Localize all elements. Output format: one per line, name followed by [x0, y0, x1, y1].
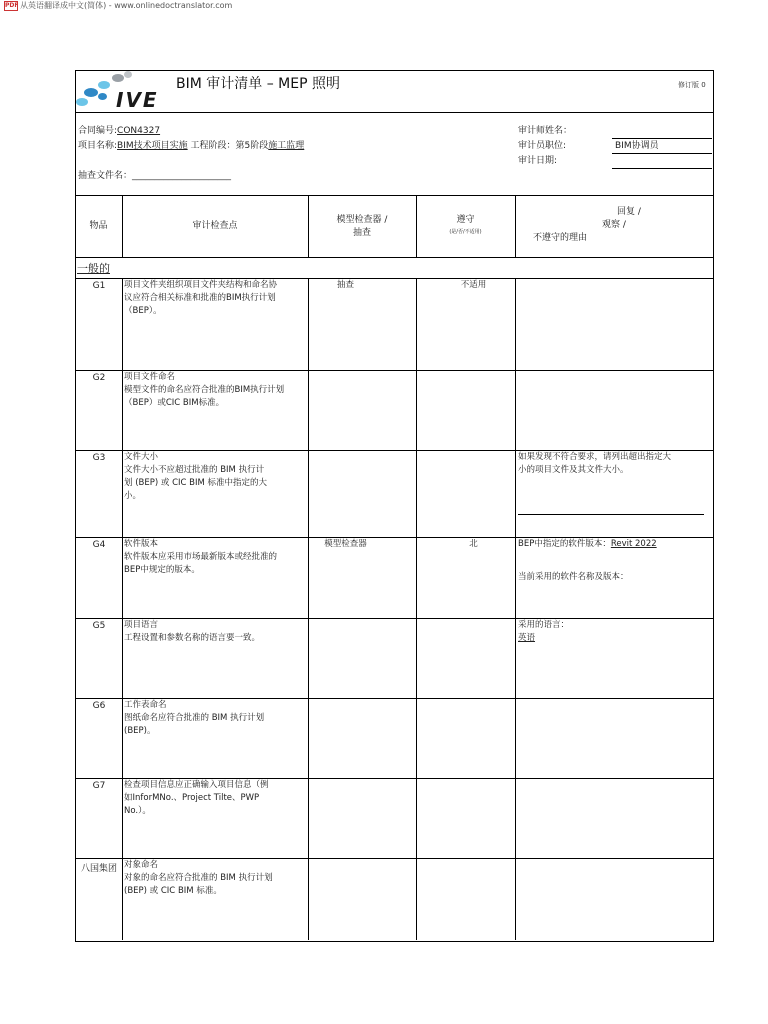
item-code: G6: [92, 701, 106, 711]
remark-cell: 采用的语言： 英语: [518, 620, 570, 643]
remark-cell: 如果发现不符合要求，请列出超出指定大 小的项目文件及其文件大小。: [518, 452, 672, 475]
item-code: 八国集团: [80, 864, 117, 874]
checker-cell: 模型检查器: [324, 539, 367, 549]
checkpoint-description: 项目文件夹组织项目文件夹结构和命名协 议应符合相关标准和批准的BIM执行计划 （BEP）。: [124, 280, 278, 316]
item-code: G7: [92, 781, 106, 791]
revision-label: 修订版 0: [678, 81, 706, 89]
header-reply: 回复 / 观察 / 不遵守的理由: [533, 207, 641, 243]
document-title: BIM 审计清单 – MEP 照明: [176, 76, 340, 92]
checkpoint-description: 软件版本 软件版本应采用市场最新版本或经批准的 BEP中规定的版本。: [124, 539, 278, 575]
item-code: G1: [92, 281, 106, 291]
audit-date-label: 审计日期:: [518, 156, 558, 166]
item-code: G5: [92, 621, 106, 631]
item-code: G4: [92, 540, 106, 550]
checkpoint-description: 项目文件命名 模型文件的命名应符合批准的BIM执行计划 （BEP）或CIC BIM标准。: [124, 372, 285, 408]
item-code: G2: [92, 373, 106, 383]
compliance-cell: 不适用: [460, 280, 487, 290]
item-code: G3: [92, 453, 106, 463]
header-checker: 模型检查器 / 抽查: [336, 215, 388, 238]
remark-blank-line: [518, 514, 704, 515]
compliance-cell: 北: [469, 539, 478, 549]
checkpoint-description: 项目语言 工程设置和参数名称的语言要一致。: [124, 620, 261, 643]
auditor-position-label: 审计员职位:: [518, 141, 567, 151]
header-checkpoint: 审计检查点: [192, 221, 238, 231]
checkpoint-description: 对象命名 对象的命名应符合批准的 BIM 执行计划 (BEP) 或 CIC BIM 标准。: [124, 860, 273, 896]
checkpoint-description: 工作表命名 图纸命名应符合批准的 BIM 执行计划 (BEP)。: [124, 700, 265, 736]
logo-text: IVE: [116, 88, 159, 112]
contract-number: 合同编号:CON4327: [78, 126, 161, 136]
checker-cell: 抽查: [336, 280, 354, 290]
spot-check-file: 抽查文件名：______________________: [78, 171, 232, 181]
ive-logo: [76, 71, 171, 111]
watermark-text: 从英语翻译成中文(简体) - www.onlinedoctranslator.com: [20, 1, 233, 10]
checkpoint-description: 文件大小 文件大小不应超过批准的 BIM 执行计 划 (BEP) 或 CIC BIM 标准中指定的大 小。: [124, 452, 268, 501]
section-title: 一般的: [77, 262, 110, 275]
checkpoint-description: 检查项目信息应正确输入项目信息（例 如InforMNo.、Project Tilte、PWP No.）。: [124, 780, 269, 816]
auditor-name-label: 审计师姓名：: [518, 126, 573, 136]
header-item: 物品: [89, 221, 108, 231]
remark-cell: BEP中指定的软件版本：Revit 2022 当前采用的软件名称及版本：: [518, 539, 657, 582]
pdf-icon: PDF: [5, 1, 19, 9]
translator-watermark: [4, 0, 232, 11]
header-compliance: 遵守 (是/否/不适用): [449, 215, 482, 235]
project-name: 项目名称:BIM技术项目实施 工程阶段：第5阶段施工监理: [78, 141, 305, 151]
auditor-position-value: BIM协调员: [615, 141, 659, 151]
